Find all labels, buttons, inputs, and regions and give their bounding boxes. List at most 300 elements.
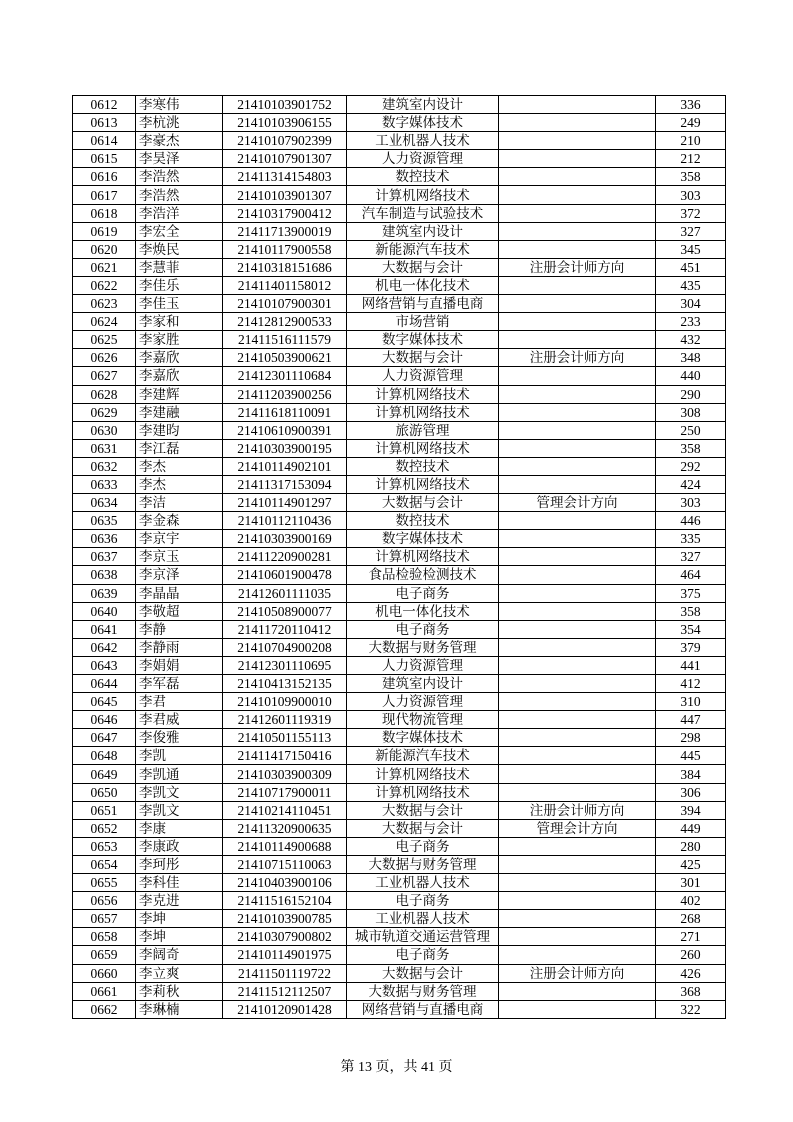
- direction-cell: [499, 457, 656, 475]
- score-cell: 432: [656, 331, 726, 349]
- exam-number-cell: 21410715110063: [223, 855, 347, 873]
- major-cell: 建筑室内设计: [347, 96, 499, 114]
- row-number-cell: 0615: [73, 150, 136, 168]
- row-number-cell: 0653: [73, 837, 136, 855]
- row-number-cell: 0631: [73, 439, 136, 457]
- student-name-cell: 李宏全: [136, 222, 223, 240]
- exam-number-cell: 21411317153094: [223, 475, 347, 493]
- table-row: [73, 765, 726, 783]
- row-number-cell: 0661: [73, 982, 136, 1000]
- major-cell: 新能源汽车技术: [347, 240, 499, 258]
- direction-cell: [499, 439, 656, 457]
- row-number-cell: 0612: [73, 96, 136, 114]
- score-cell: 424: [656, 475, 726, 493]
- exam-number-cell: 21412601111035: [223, 584, 347, 602]
- score-cell: 379: [656, 638, 726, 656]
- student-name-cell: 李杰: [136, 475, 223, 493]
- row-number-cell: 0614: [73, 132, 136, 150]
- student-name-cell: 李凯文: [136, 783, 223, 801]
- direction-cell: [499, 222, 656, 240]
- table-row: [73, 421, 726, 439]
- student-name-cell: 李君威: [136, 711, 223, 729]
- score-cell: 440: [656, 367, 726, 385]
- table-row: [73, 747, 726, 765]
- student-name-cell: 李浩然: [136, 168, 223, 186]
- table-row: [73, 964, 726, 982]
- direction-cell: [499, 982, 656, 1000]
- direction-cell: 注册会计师方向: [499, 801, 656, 819]
- major-cell: 计算机网络技术: [347, 403, 499, 421]
- exam-number-cell: 21410413152135: [223, 675, 347, 693]
- direction-cell: 注册会计师方向: [499, 349, 656, 367]
- row-number-cell: 0616: [73, 168, 136, 186]
- direction-cell: [499, 475, 656, 493]
- major-cell: 人力资源管理: [347, 693, 499, 711]
- exam-number-cell: 21410107902399: [223, 132, 347, 150]
- major-cell: 计算机网络技术: [347, 186, 499, 204]
- student-name-cell: 李坤: [136, 910, 223, 928]
- major-cell: 计算机网络技术: [347, 548, 499, 566]
- major-cell: 计算机网络技术: [347, 765, 499, 783]
- table-row: [73, 331, 726, 349]
- score-cell: 298: [656, 729, 726, 747]
- direction-cell: [499, 946, 656, 964]
- major-cell: 数字媒体技术: [347, 729, 499, 747]
- score-cell: 212: [656, 150, 726, 168]
- direction-cell: [499, 512, 656, 530]
- student-name-cell: 李静: [136, 620, 223, 638]
- major-cell: 数控技术: [347, 457, 499, 475]
- table-row: [73, 186, 726, 204]
- student-name-cell: 李静雨: [136, 638, 223, 656]
- row-number-cell: 0634: [73, 494, 136, 512]
- row-number-cell: 0625: [73, 331, 136, 349]
- exam-number-cell: 21410503900621: [223, 349, 347, 367]
- row-number-cell: 0640: [73, 602, 136, 620]
- major-cell: 数字媒体技术: [347, 114, 499, 132]
- row-number-cell: 0628: [73, 385, 136, 403]
- direction-cell: [499, 204, 656, 222]
- major-cell: 大数据与会计: [347, 494, 499, 512]
- table-row: [73, 512, 726, 530]
- score-cell: 354: [656, 620, 726, 638]
- score-cell: 412: [656, 675, 726, 693]
- exam-number-cell: 21410107901307: [223, 150, 347, 168]
- direction-cell: [499, 747, 656, 765]
- exam-number-cell: 21411203900256: [223, 385, 347, 403]
- exam-number-cell: 21410317900412: [223, 204, 347, 222]
- direction-cell: [499, 783, 656, 801]
- row-number-cell: 0650: [73, 783, 136, 801]
- score-cell: 301: [656, 874, 726, 892]
- score-cell: 358: [656, 602, 726, 620]
- exam-number-cell: 21411720110412: [223, 620, 347, 638]
- table-row: [73, 874, 726, 892]
- major-cell: 大数据与财务管理: [347, 638, 499, 656]
- student-name-cell: 李寒伟: [136, 96, 223, 114]
- score-cell: 292: [656, 457, 726, 475]
- direction-cell: [499, 168, 656, 186]
- score-cell: 290: [656, 385, 726, 403]
- row-number-cell: 0632: [73, 457, 136, 475]
- table-row: [73, 928, 726, 946]
- row-number-cell: 0651: [73, 801, 136, 819]
- score-cell: 260: [656, 946, 726, 964]
- major-cell: 大数据与财务管理: [347, 855, 499, 873]
- major-cell: 数字媒体技术: [347, 331, 499, 349]
- student-name-cell: 李江磊: [136, 439, 223, 457]
- row-number-cell: 0639: [73, 584, 136, 602]
- major-cell: 数控技术: [347, 512, 499, 530]
- score-cell: 447: [656, 711, 726, 729]
- direction-cell: [499, 566, 656, 584]
- row-number-cell: 0635: [73, 512, 136, 530]
- direction-cell: [499, 584, 656, 602]
- row-number-cell: 0643: [73, 656, 136, 674]
- table-row: [73, 693, 726, 711]
- table-row: [73, 892, 726, 910]
- direction-cell: [499, 367, 656, 385]
- exam-number-cell: 21412601119319: [223, 711, 347, 729]
- major-cell: 电子商务: [347, 892, 499, 910]
- direction-cell: [499, 385, 656, 403]
- direction-cell: [499, 1000, 656, 1018]
- exam-number-cell: 21411512112507: [223, 982, 347, 1000]
- student-name-cell: 李坤: [136, 928, 223, 946]
- student-name-cell: 李娟娟: [136, 656, 223, 674]
- row-number-cell: 0655: [73, 874, 136, 892]
- major-cell: 电子商务: [347, 620, 499, 638]
- direction-cell: [499, 620, 656, 638]
- table-row: [73, 548, 726, 566]
- exam-number-cell: 21410303900169: [223, 530, 347, 548]
- student-name-cell: 李科佳: [136, 874, 223, 892]
- score-cell: 426: [656, 964, 726, 982]
- row-number-cell: 0657: [73, 910, 136, 928]
- row-number-cell: 0638: [73, 566, 136, 584]
- table-row: [73, 530, 726, 548]
- table-row: [73, 656, 726, 674]
- student-name-cell: 李克进: [136, 892, 223, 910]
- table-row: [73, 602, 726, 620]
- student-name-cell: 李敬超: [136, 602, 223, 620]
- major-cell: 计算机网络技术: [347, 475, 499, 493]
- score-cell: 322: [656, 1000, 726, 1018]
- row-number-cell: 0646: [73, 711, 136, 729]
- exam-number-cell: 21411516152104: [223, 892, 347, 910]
- table-row: [73, 295, 726, 313]
- score-cell: 445: [656, 747, 726, 765]
- row-number-cell: 0621: [73, 258, 136, 276]
- table-row: [73, 258, 726, 276]
- score-cell: 402: [656, 892, 726, 910]
- exam-number-cell: 21410103900785: [223, 910, 347, 928]
- table-row: [73, 819, 726, 837]
- major-cell: 新能源汽车技术: [347, 747, 499, 765]
- table-row: [73, 783, 726, 801]
- major-cell: 大数据与会计: [347, 349, 499, 367]
- major-cell: 食品检验检测技术: [347, 566, 499, 584]
- direction-cell: [499, 132, 656, 150]
- direction-cell: [499, 150, 656, 168]
- table-row: [73, 349, 726, 367]
- exam-number-cell: 21410403900106: [223, 874, 347, 892]
- major-cell: 汽车制造与试验技术: [347, 204, 499, 222]
- exam-number-cell: 21410114901975: [223, 946, 347, 964]
- score-cell: 449: [656, 819, 726, 837]
- student-name-cell: 李杰: [136, 457, 223, 475]
- score-cell: 368: [656, 982, 726, 1000]
- table-row: [73, 168, 726, 186]
- score-cell: 335: [656, 530, 726, 548]
- row-number-cell: 0636: [73, 530, 136, 548]
- table-row: [73, 910, 726, 928]
- row-number-cell: 0622: [73, 276, 136, 294]
- score-cell: 304: [656, 295, 726, 313]
- student-name-cell: 李京玉: [136, 548, 223, 566]
- student-name-cell: 李浩洋: [136, 204, 223, 222]
- exam-number-cell: 21410318151686: [223, 258, 347, 276]
- row-number-cell: 0652: [73, 819, 136, 837]
- direction-cell: [499, 114, 656, 132]
- direction-cell: [499, 874, 656, 892]
- score-cell: 435: [656, 276, 726, 294]
- exam-number-cell: 21410103901307: [223, 186, 347, 204]
- direction-cell: [499, 331, 656, 349]
- student-name-cell: 李莉秋: [136, 982, 223, 1000]
- student-name-cell: 李建辉: [136, 385, 223, 403]
- table-row: [73, 276, 726, 294]
- exam-number-cell: 21411516111579: [223, 331, 347, 349]
- score-cell: 280: [656, 837, 726, 855]
- score-cell: 249: [656, 114, 726, 132]
- major-cell: 旅游管理: [347, 421, 499, 439]
- score-cell: 394: [656, 801, 726, 819]
- table-row: [73, 584, 726, 602]
- row-number-cell: 0618: [73, 204, 136, 222]
- row-number-cell: 0633: [73, 475, 136, 493]
- exam-number-cell: 21410601900478: [223, 566, 347, 584]
- row-number-cell: 0660: [73, 964, 136, 982]
- major-cell: 建筑室内设计: [347, 222, 499, 240]
- student-name-cell: 李京泽: [136, 566, 223, 584]
- direction-cell: [499, 313, 656, 331]
- exam-number-cell: 21410303900195: [223, 439, 347, 457]
- score-table: [72, 95, 726, 1019]
- exam-number-cell: 21410508900077: [223, 602, 347, 620]
- direction-cell: 注册会计师方向: [499, 258, 656, 276]
- table-row: [73, 1000, 726, 1018]
- score-cell: 233: [656, 313, 726, 331]
- major-cell: 大数据与会计: [347, 964, 499, 982]
- exam-number-cell: 21410114901297: [223, 494, 347, 512]
- row-number-cell: 0623: [73, 295, 136, 313]
- exam-number-cell: 21411713900019: [223, 222, 347, 240]
- score-cell: 425: [656, 855, 726, 873]
- table-row: [73, 494, 726, 512]
- direction-cell: [499, 186, 656, 204]
- exam-number-cell: 21412301110684: [223, 367, 347, 385]
- major-cell: 人力资源管理: [347, 367, 499, 385]
- major-cell: 城市轨道交通运营管理: [347, 928, 499, 946]
- exam-number-cell: 21411417150416: [223, 747, 347, 765]
- row-number-cell: 0656: [73, 892, 136, 910]
- direction-cell: [499, 729, 656, 747]
- score-cell: 303: [656, 494, 726, 512]
- direction-cell: [499, 656, 656, 674]
- direction-cell: 注册会计师方向: [499, 964, 656, 982]
- exam-number-cell: 21411618110091: [223, 403, 347, 421]
- major-cell: 网络营销与直播电商: [347, 295, 499, 313]
- score-cell: 336: [656, 96, 726, 114]
- exam-number-cell: 21410307900802: [223, 928, 347, 946]
- row-number-cell: 0613: [73, 114, 136, 132]
- score-cell: 375: [656, 584, 726, 602]
- major-cell: 网络营销与直播电商: [347, 1000, 499, 1018]
- table-row: [73, 675, 726, 693]
- student-name-cell: 李珂彤: [136, 855, 223, 873]
- score-cell: 441: [656, 656, 726, 674]
- student-name-cell: 李建昀: [136, 421, 223, 439]
- score-cell: 327: [656, 222, 726, 240]
- major-cell: 工业机器人技术: [347, 132, 499, 150]
- score-cell: 303: [656, 186, 726, 204]
- table-row: [73, 132, 726, 150]
- row-number-cell: 0630: [73, 421, 136, 439]
- score-cell: 271: [656, 928, 726, 946]
- exam-number-cell: 21410103906155: [223, 114, 347, 132]
- student-name-cell: 李浩然: [136, 186, 223, 204]
- row-number-cell: 0654: [73, 855, 136, 873]
- exam-number-cell: 21410114902101: [223, 457, 347, 475]
- table-row: [73, 204, 726, 222]
- row-number-cell: 0644: [73, 675, 136, 693]
- score-cell: 384: [656, 765, 726, 783]
- exam-number-cell: 21410117900558: [223, 240, 347, 258]
- table-row: [73, 367, 726, 385]
- student-name-cell: 李军磊: [136, 675, 223, 693]
- exam-number-cell: 21410112110436: [223, 512, 347, 530]
- direction-cell: [499, 548, 656, 566]
- table-row: [73, 855, 726, 873]
- direction-cell: 管理会计方向: [499, 819, 656, 837]
- table-row: [73, 946, 726, 964]
- score-cell: 345: [656, 240, 726, 258]
- row-number-cell: 0649: [73, 765, 136, 783]
- score-cell: 308: [656, 403, 726, 421]
- major-cell: 大数据与财务管理: [347, 982, 499, 1000]
- direction-cell: [499, 530, 656, 548]
- exam-number-cell: 21410107900301: [223, 295, 347, 313]
- score-cell: 268: [656, 910, 726, 928]
- direction-cell: [499, 96, 656, 114]
- table-row: [73, 638, 726, 656]
- direction-cell: [499, 892, 656, 910]
- row-number-cell: 0624: [73, 313, 136, 331]
- table-row: [73, 566, 726, 584]
- table-row: [73, 801, 726, 819]
- exam-number-cell: 21410717900011: [223, 783, 347, 801]
- major-cell: 现代物流管理: [347, 711, 499, 729]
- major-cell: 工业机器人技术: [347, 874, 499, 892]
- direction-cell: [499, 276, 656, 294]
- major-cell: 电子商务: [347, 584, 499, 602]
- major-cell: 计算机网络技术: [347, 783, 499, 801]
- row-number-cell: 0648: [73, 747, 136, 765]
- table-row: [73, 150, 726, 168]
- major-cell: 机电一体化技术: [347, 276, 499, 294]
- direction-cell: [499, 295, 656, 313]
- table-row: [73, 385, 726, 403]
- score-cell: 250: [656, 421, 726, 439]
- exam-number-cell: 21410109900010: [223, 693, 347, 711]
- score-cell: 210: [656, 132, 726, 150]
- major-cell: 电子商务: [347, 837, 499, 855]
- table-row: [73, 240, 726, 258]
- table-row: [73, 114, 726, 132]
- exam-number-cell: 21410704900208: [223, 638, 347, 656]
- student-name-cell: 李豪杰: [136, 132, 223, 150]
- direction-cell: [499, 693, 656, 711]
- student-name-cell: 李立爽: [136, 964, 223, 982]
- table-row: [73, 222, 726, 240]
- major-cell: 数控技术: [347, 168, 499, 186]
- student-name-cell: 李君: [136, 693, 223, 711]
- exam-number-cell: 21410114900688: [223, 837, 347, 855]
- direction-cell: [499, 638, 656, 656]
- exam-number-cell: 21411320900635: [223, 819, 347, 837]
- row-number-cell: 0637: [73, 548, 136, 566]
- major-cell: 工业机器人技术: [347, 910, 499, 928]
- score-cell: 306: [656, 783, 726, 801]
- major-cell: 计算机网络技术: [347, 439, 499, 457]
- score-cell: 358: [656, 168, 726, 186]
- direction-cell: [499, 928, 656, 946]
- student-name-cell: 李嘉欣: [136, 367, 223, 385]
- student-name-cell: 李嘉欣: [136, 349, 223, 367]
- table-row: [73, 729, 726, 747]
- table-row: [73, 475, 726, 493]
- table-row: [73, 620, 726, 638]
- major-cell: 机电一体化技术: [347, 602, 499, 620]
- exam-number-cell: 21411220900281: [223, 548, 347, 566]
- exam-number-cell: 21410501155113: [223, 729, 347, 747]
- direction-cell: [499, 765, 656, 783]
- table-row: [73, 837, 726, 855]
- student-name-cell: 李杭洮: [136, 114, 223, 132]
- student-name-cell: 李京宇: [136, 530, 223, 548]
- direction-cell: [499, 421, 656, 439]
- exam-number-cell: 21410103901752: [223, 96, 347, 114]
- row-number-cell: 0620: [73, 240, 136, 258]
- row-number-cell: 0658: [73, 928, 136, 946]
- row-number-cell: 0659: [73, 946, 136, 964]
- exam-number-cell: 21412812900533: [223, 313, 347, 331]
- exam-number-cell: 21410303900309: [223, 765, 347, 783]
- student-name-cell: 李佳玉: [136, 295, 223, 313]
- exam-number-cell: 21411501119722: [223, 964, 347, 982]
- exam-number-cell: 21410120901428: [223, 1000, 347, 1018]
- major-cell: 计算机网络技术: [347, 385, 499, 403]
- major-cell: 大数据与会计: [347, 801, 499, 819]
- page-footer: 第 13 页，共 41 页: [340, 1060, 453, 1075]
- direction-cell: [499, 240, 656, 258]
- row-number-cell: 0626: [73, 349, 136, 367]
- score-cell: 358: [656, 439, 726, 457]
- student-name-cell: 李凯文: [136, 801, 223, 819]
- score-cell: 348: [656, 349, 726, 367]
- table-row: [73, 711, 726, 729]
